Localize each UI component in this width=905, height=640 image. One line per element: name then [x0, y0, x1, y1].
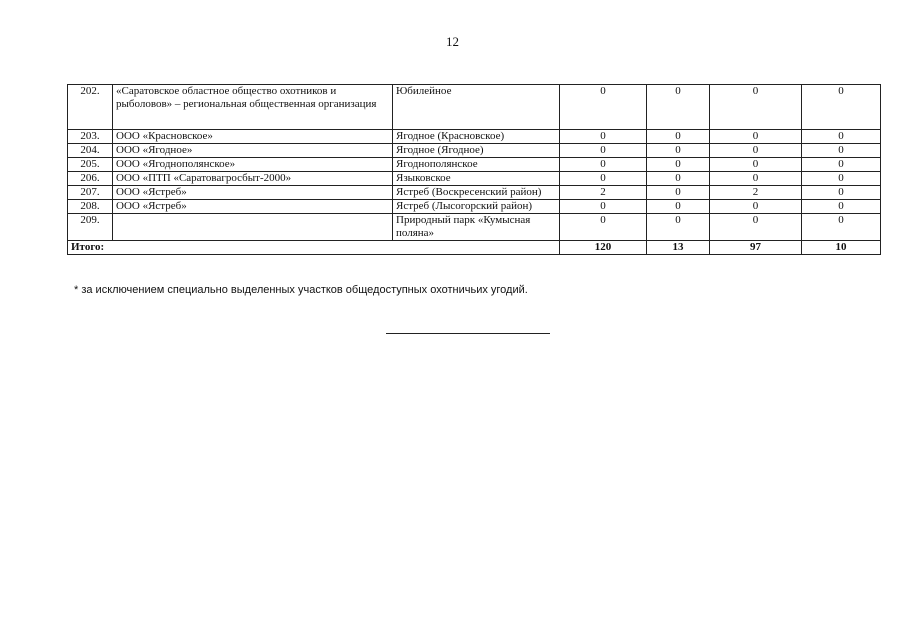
organization-cell: ООО «Ягодное»: [113, 144, 393, 158]
value-cell: 2: [710, 186, 802, 200]
page-number: 12: [446, 34, 459, 49]
table-row: [68, 130, 881, 144]
hunting-ground-cell: Ястреб (Лысогорский район): [393, 200, 560, 214]
row-number: 208.: [68, 200, 113, 214]
table-row: [68, 172, 881, 186]
total-value: 120: [560, 241, 647, 255]
value-cell: 0: [647, 144, 710, 158]
value-cell: 0: [802, 186, 881, 200]
row-number: 203.: [68, 130, 113, 144]
value-cell: 0: [560, 144, 647, 158]
value-cell: 0: [802, 130, 881, 144]
table-row: [68, 200, 881, 214]
total-label: Итого:: [68, 241, 560, 255]
value-cell: 0: [802, 172, 881, 186]
hunting-ground-cell: Ягоднополянское: [393, 158, 560, 172]
value-cell: 0: [560, 214, 647, 241]
value-cell: 0: [802, 214, 881, 241]
table-row: [68, 85, 881, 130]
value-cell: 0: [647, 130, 710, 144]
value-cell: 0: [802, 158, 881, 172]
closing-rule: [386, 333, 550, 334]
total-value: 97: [710, 241, 802, 255]
value-cell: 0: [710, 130, 802, 144]
value-cell: 0: [710, 214, 802, 241]
footnote: * за исключением специально выделенных участков общедоступных охотничьих угодий.: [74, 284, 528, 296]
organization-cell: ООО «Красновское»: [113, 130, 393, 144]
table-row: [68, 214, 881, 241]
table-row: [68, 144, 881, 158]
value-cell: 0: [647, 85, 710, 130]
row-number: 209.: [68, 214, 113, 241]
value-cell: 0: [560, 200, 647, 214]
value-cell: 0: [647, 186, 710, 200]
organization-cell: ООО «ПТП «Саратовагросбыт-2000»: [113, 172, 393, 186]
table-row: [68, 186, 881, 200]
hunting-ground-cell: Ястреб (Воскресенский район): [393, 186, 560, 200]
organization-cell: ООО «Ястреб»: [113, 200, 393, 214]
row-number: 205.: [68, 158, 113, 172]
value-cell: 0: [647, 200, 710, 214]
organization-cell: ООО «Ястреб»: [113, 186, 393, 200]
organization-cell: ООО «Ягоднополянское»: [113, 158, 393, 172]
value-cell: 0: [710, 200, 802, 214]
value-cell: 0: [560, 172, 647, 186]
hunting-ground-cell: Ягодное (Красновское): [393, 130, 560, 144]
row-number: 204.: [68, 144, 113, 158]
hunting-grounds-table: [67, 84, 881, 255]
value-cell: 0: [802, 200, 881, 214]
organization-cell: [113, 214, 393, 241]
hunting-ground-cell: Природный парк «Кумысная поляна»: [393, 214, 560, 241]
total-row: [68, 241, 881, 255]
value-cell: 0: [647, 158, 710, 172]
value-cell: 0: [710, 85, 802, 130]
hunting-ground-cell: Юбилейное: [393, 85, 560, 130]
value-cell: 0: [647, 214, 710, 241]
value-cell: 0: [560, 158, 647, 172]
hunting-ground-cell: Языковское: [393, 172, 560, 186]
value-cell: 0: [802, 144, 881, 158]
value-cell: 0: [560, 85, 647, 130]
total-value: 10: [802, 241, 881, 255]
value-cell: 0: [710, 158, 802, 172]
hunting-ground-cell: Ягодное (Ягодное): [393, 144, 560, 158]
value-cell: 0: [802, 85, 881, 130]
value-cell: 2: [560, 186, 647, 200]
value-cell: 0: [647, 172, 710, 186]
row-number: 206.: [68, 172, 113, 186]
value-cell: 0: [560, 130, 647, 144]
organization-cell: «Саратовское областное общество охотников и рыболовов» – региональная общественная организация: [113, 85, 393, 130]
value-cell: 0: [710, 172, 802, 186]
table-row: [68, 158, 881, 172]
total-value: 13: [647, 241, 710, 255]
value-cell: 0: [710, 144, 802, 158]
row-number: 202.: [68, 85, 113, 130]
row-number: 207.: [68, 186, 113, 200]
